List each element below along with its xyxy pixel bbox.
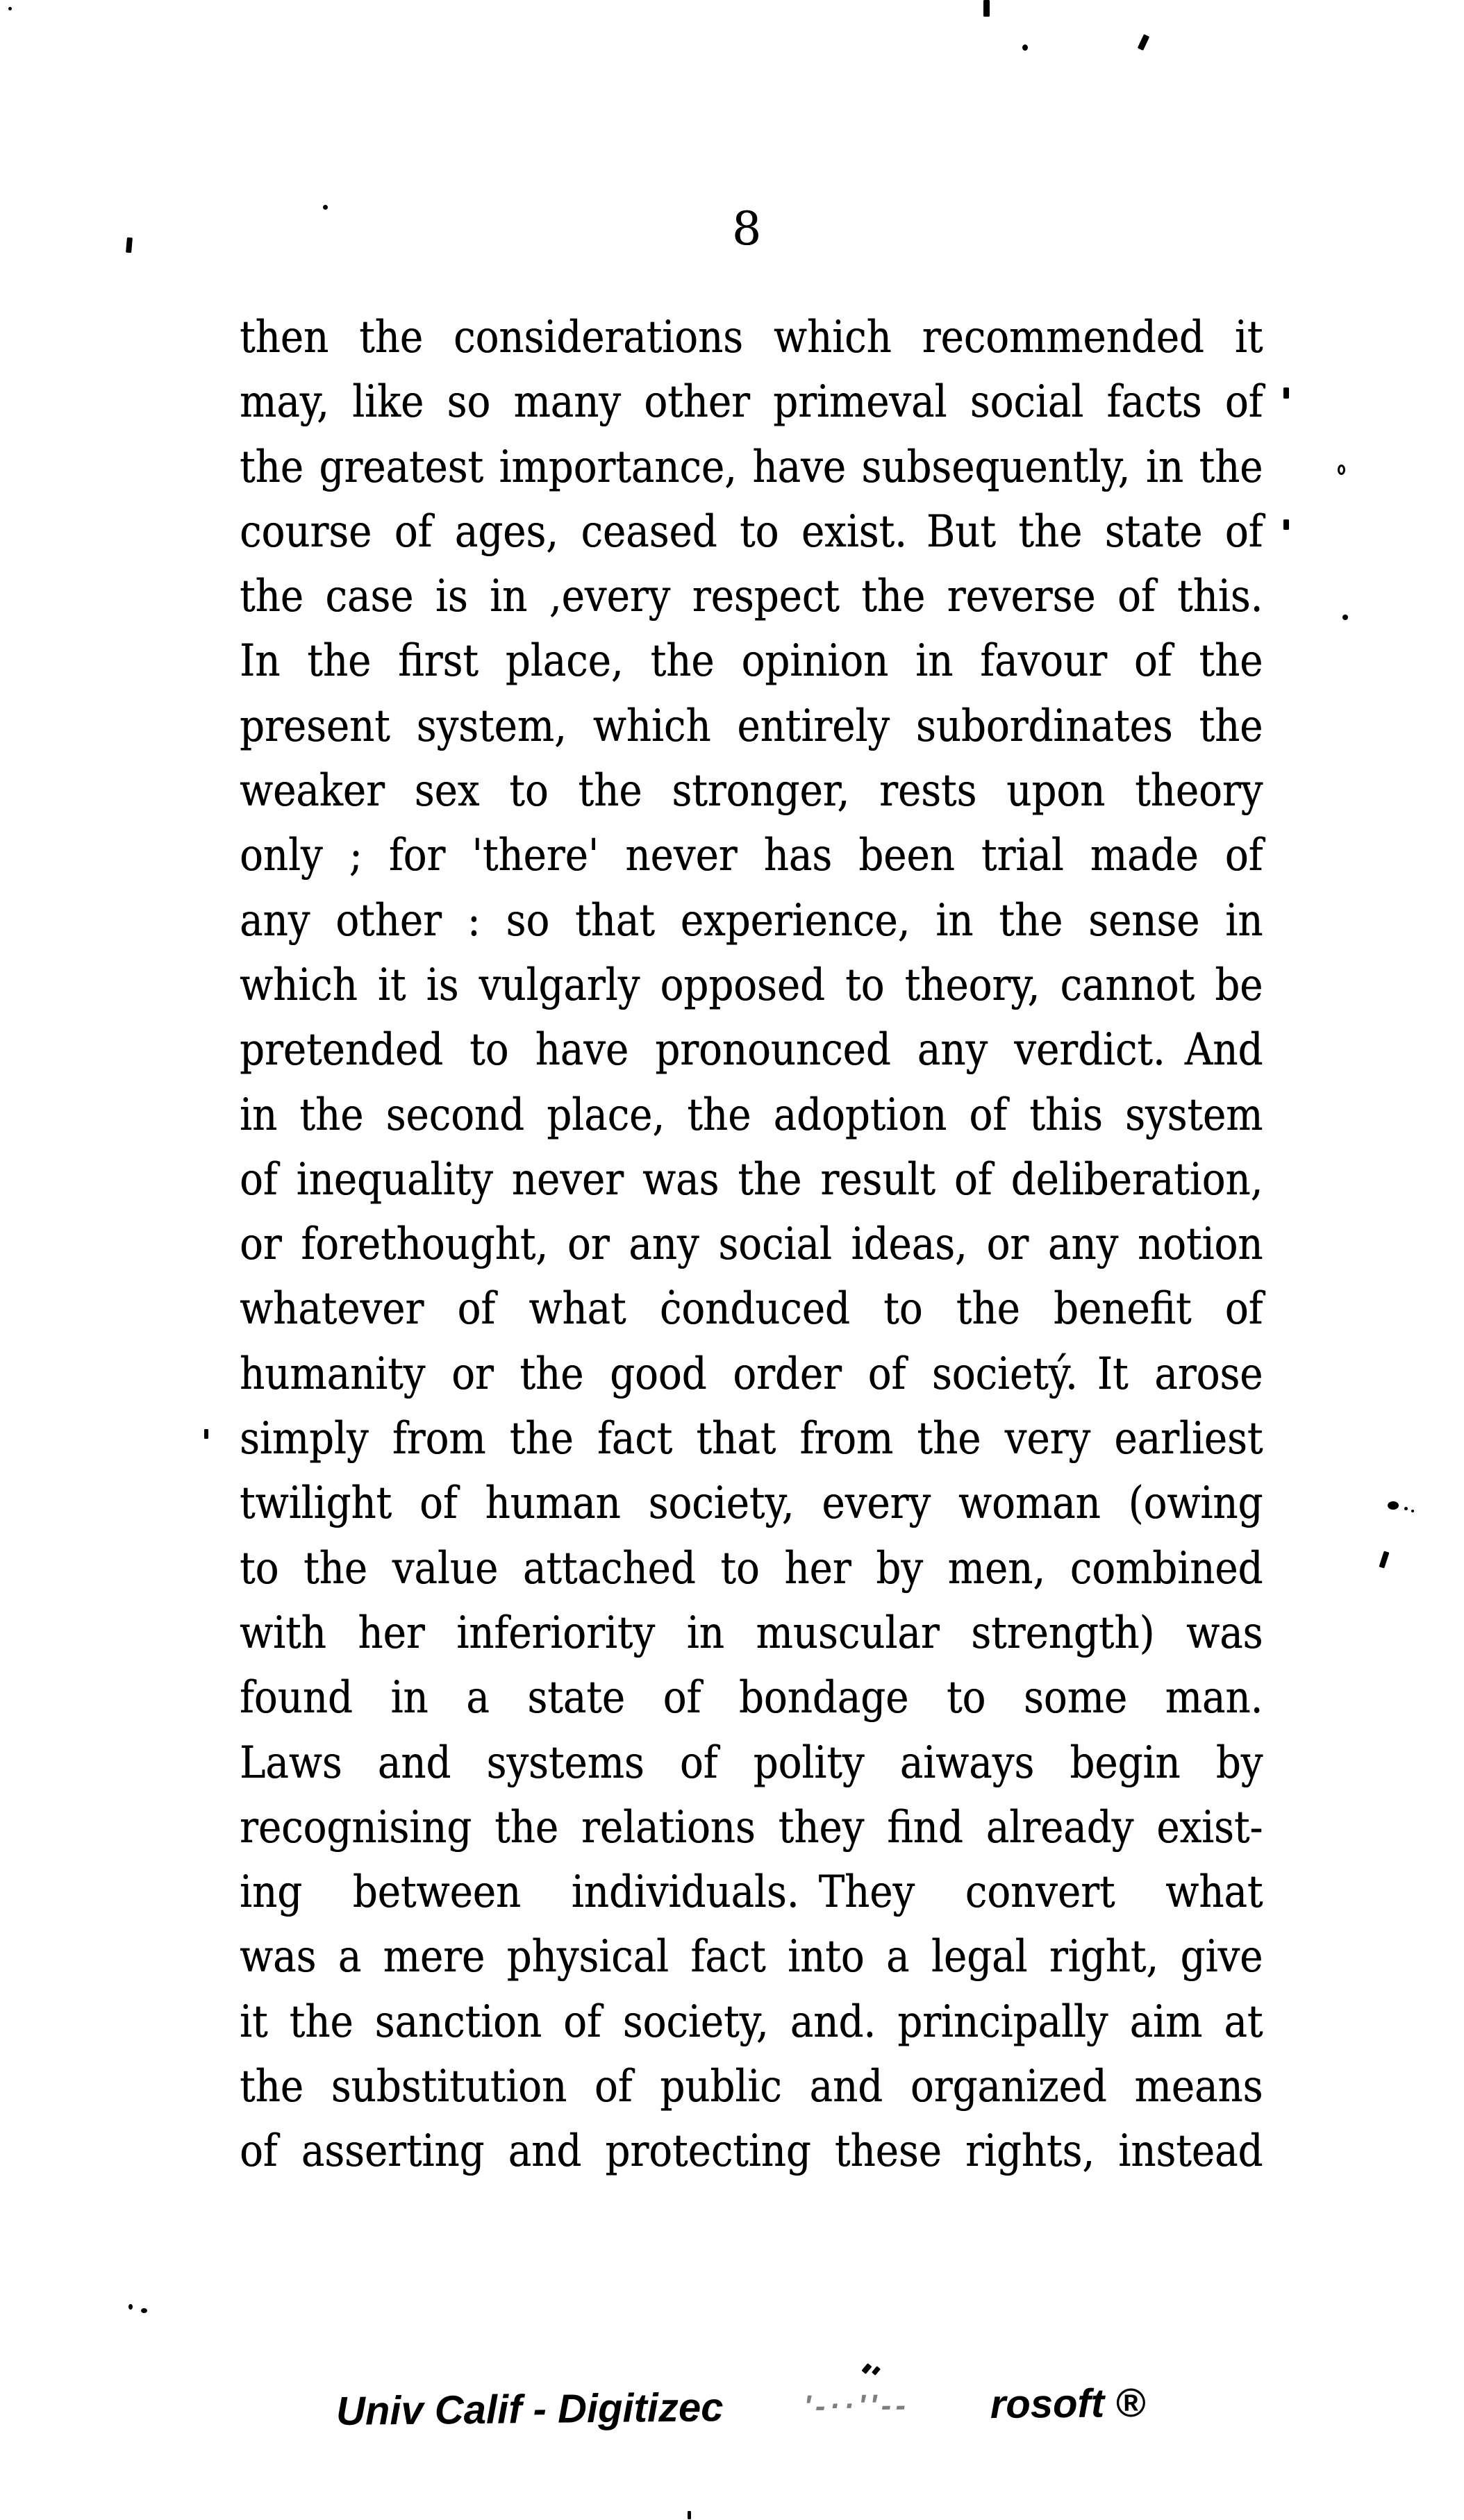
text-line: may, like so many other primeval social facts of bbox=[240, 376, 1263, 428]
ink-speck bbox=[688, 2511, 691, 2519]
text-line: simply from the fact that from the very earliest bbox=[240, 1413, 1263, 1465]
text-line: then the considerations which recommended it bbox=[240, 312, 1263, 363]
ink-speck bbox=[1388, 1501, 1399, 1510]
ink-speck bbox=[1379, 1551, 1389, 1568]
text-line: of asserting and protecting these rights, instead bbox=[240, 2126, 1263, 2178]
text-line: the greatest importance, have subsequently, in the bbox=[240, 441, 1263, 493]
ink-speck bbox=[323, 205, 328, 210]
text-line: found in a state of bondage to some man. bbox=[240, 1672, 1263, 1724]
text-line: twilight of human society, every woman (owing bbox=[240, 1478, 1263, 1530]
ink-speck bbox=[983, 0, 990, 17]
stamp-text-faded: '-··''-- bbox=[804, 2388, 910, 2423]
stamp-text-left: Univ Calif - Digitizec bbox=[335, 2385, 724, 2434]
text-line: weaker sex to the stronger, rests upon theory bbox=[240, 765, 1263, 817]
ink-speck bbox=[1404, 1507, 1408, 1510]
ink-speck bbox=[1411, 1510, 1414, 1512]
text-line: any other : so that experience, in the sense in bbox=[240, 894, 1263, 946]
text-line: the substitution of public and organized means bbox=[240, 2061, 1263, 2113]
text-line: in the second place, the adoption of this system bbox=[240, 1089, 1263, 1141]
ink-speck bbox=[1022, 44, 1028, 51]
ink-speck bbox=[872, 2366, 881, 2376]
text-line: or forethought, or any social ideas, or any notion bbox=[240, 1219, 1263, 1271]
text-line: present system, which entirely subordinates the bbox=[240, 700, 1263, 752]
text-line: which it is vulgarly opposed to theory, cannot be bbox=[240, 959, 1263, 1011]
text-line: the case is in ,every respect the reverse of this. bbox=[240, 571, 1263, 623]
ink-speck bbox=[861, 2363, 872, 2374]
text-line: recognising the relations they find already exist- bbox=[240, 1801, 1263, 1853]
ink-speck bbox=[1338, 465, 1345, 475]
text-line: ing between individuals. They convert what bbox=[240, 1867, 1263, 1919]
body-text bbox=[240, 306, 1263, 2185]
ink-speck bbox=[204, 1429, 208, 1439]
text-line: humanity or the good order of societý. It arose bbox=[240, 1348, 1263, 1400]
text-line: with her inferiority in muscular strength) was bbox=[240, 1607, 1263, 1659]
ink-speck bbox=[128, 2304, 133, 2310]
text-line: to the value attached to her by men, combined bbox=[240, 1542, 1263, 1594]
text-line: In the first place, the opinion in favour of the bbox=[240, 635, 1263, 687]
ink-speck bbox=[1283, 519, 1289, 530]
text-line: pretended to have pronounced any verdict. And bbox=[240, 1024, 1263, 1076]
ink-speck bbox=[1342, 615, 1348, 620]
text-line: course of ages, ceased to exist. But the state of bbox=[240, 506, 1263, 558]
text-line: it the sanction of society, and. principally aim at bbox=[240, 1996, 1263, 2048]
text-line: of inequality never was the result of deliberation, bbox=[240, 1153, 1263, 1205]
text-line: Laws and systems of polity aiways begin by bbox=[240, 1737, 1263, 1789]
text-line: only ; for 'there' never has been trial made of bbox=[240, 830, 1263, 882]
digitization-stamp bbox=[336, 2378, 1146, 2437]
page-number: 8 bbox=[732, 202, 761, 256]
text-line: was a mere physical fact into a legal right, give bbox=[240, 1931, 1263, 1983]
stamp-text-right: rosoft ® bbox=[990, 2380, 1146, 2428]
text-line: whatever of what ċonduced to the benefit of bbox=[240, 1283, 1263, 1335]
ink-speck bbox=[141, 2308, 147, 2313]
ink-speck bbox=[1138, 34, 1149, 51]
ink-speck bbox=[8, 7, 12, 10]
ink-speck bbox=[1283, 387, 1289, 399]
ink-speck bbox=[126, 237, 133, 253]
